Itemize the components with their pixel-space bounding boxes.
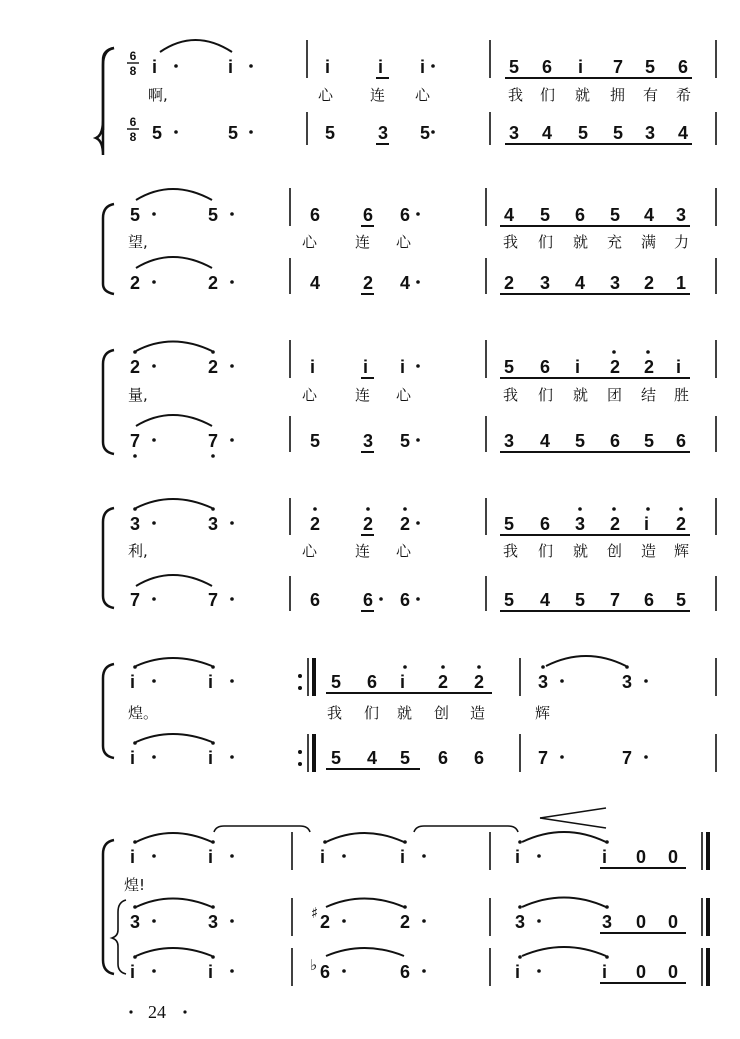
lyric: 量, xyxy=(128,386,148,404)
lyric: 创 xyxy=(434,704,450,722)
note: 2 xyxy=(474,672,485,692)
note: 0 xyxy=(636,847,647,867)
note: i xyxy=(130,962,136,982)
note: 6 xyxy=(310,205,321,225)
note: i xyxy=(208,672,214,692)
lyric: 们 xyxy=(538,542,554,560)
lyric: 我 xyxy=(508,86,524,104)
note: 5 xyxy=(228,123,239,143)
lyric: 充 xyxy=(607,233,623,251)
note: 6 xyxy=(310,590,321,610)
note: 5 xyxy=(504,357,515,377)
time-sig-den-upper: 8 xyxy=(129,64,137,78)
note: 3 xyxy=(504,431,515,451)
note: 7 xyxy=(208,590,219,610)
lyric: 煌。 xyxy=(128,704,159,722)
note: 4 xyxy=(644,205,655,225)
note: 5 xyxy=(130,205,141,225)
system-6-inner-brace xyxy=(112,900,126,974)
note: 3 xyxy=(363,431,374,451)
note: 6 xyxy=(542,57,553,77)
note: i xyxy=(400,847,406,867)
note: i xyxy=(420,57,426,77)
note: i xyxy=(602,962,608,982)
note: 6 xyxy=(367,672,378,692)
lyric: 就 xyxy=(573,542,589,560)
note: 5 xyxy=(331,672,342,692)
note: 4 xyxy=(310,273,321,293)
note: 6 xyxy=(400,962,411,982)
note: 0 xyxy=(636,962,647,982)
note: 0 xyxy=(636,912,647,932)
lyric: 我 xyxy=(503,542,519,560)
lyric: 有 xyxy=(643,86,659,104)
note: i xyxy=(208,847,214,867)
system-6 xyxy=(103,808,708,986)
note: i xyxy=(310,357,316,377)
note: 7 xyxy=(538,748,549,768)
note: 5 xyxy=(676,590,687,610)
note: 2 xyxy=(130,357,141,377)
note: i xyxy=(130,672,136,692)
note: 2 xyxy=(320,912,331,932)
system-6-brace xyxy=(103,840,114,974)
note: i xyxy=(208,748,214,768)
note: 6 xyxy=(678,57,689,77)
note: 4 xyxy=(575,273,586,293)
note: 4 xyxy=(540,590,551,610)
note: i xyxy=(515,962,521,982)
note: 7 xyxy=(622,748,633,768)
lyric: 望, xyxy=(128,233,148,251)
repeat-sign-lower xyxy=(298,734,314,772)
note: 6 xyxy=(676,431,687,451)
note: 5 xyxy=(644,431,655,451)
lyric: 心 xyxy=(318,86,334,104)
note: 6 xyxy=(644,590,655,610)
note: 6 xyxy=(363,205,374,225)
lyric: 我 xyxy=(503,386,519,404)
lyric: 心 xyxy=(396,542,412,560)
system-1-brace xyxy=(96,48,114,155)
note: 3 xyxy=(676,205,687,225)
note: 4 xyxy=(678,123,689,143)
note: 2 xyxy=(363,514,374,534)
note: 3 xyxy=(645,123,656,143)
note: i xyxy=(578,57,584,77)
note: 4 xyxy=(504,205,515,225)
note: 7 xyxy=(208,431,219,451)
note: i xyxy=(400,672,406,692)
lyric: 心 xyxy=(396,233,412,251)
note: i xyxy=(400,357,406,377)
lyric: 连 xyxy=(370,86,386,104)
system-1 xyxy=(96,40,716,155)
system-3-brace xyxy=(103,350,114,454)
lyric: 就 xyxy=(575,86,591,104)
note: 3 xyxy=(610,273,621,293)
lyric: 连 xyxy=(355,542,371,560)
time-sig-num-upper: 6 xyxy=(129,49,137,63)
note: 5 xyxy=(325,123,336,143)
note: 3 xyxy=(602,912,613,932)
sharp-sign: ♯ xyxy=(311,904,319,922)
lyric: 们 xyxy=(538,386,554,404)
note: 5 xyxy=(575,431,586,451)
note: 3 xyxy=(509,123,520,143)
note: 2 xyxy=(310,514,321,534)
note: 2 xyxy=(676,514,687,534)
note: i xyxy=(575,357,581,377)
lyric: 心 xyxy=(302,542,318,560)
note: 3 xyxy=(540,273,551,293)
system-2 xyxy=(103,188,716,294)
note: 5 xyxy=(310,431,321,451)
lyric: 希 xyxy=(676,86,692,104)
lyric: 我 xyxy=(503,233,519,251)
note: 3 xyxy=(515,912,526,932)
lyric: 辉 xyxy=(535,704,551,722)
note: i xyxy=(325,57,331,77)
note: i xyxy=(602,847,608,867)
note: 5 xyxy=(613,123,624,143)
time-sig-num-lower: 6 xyxy=(129,115,137,129)
lyric: 胜 xyxy=(674,386,690,404)
system-2-brace xyxy=(103,204,114,294)
lyric: 连 xyxy=(355,233,371,251)
lyric: 连 xyxy=(355,386,371,404)
note: 6 xyxy=(540,514,551,534)
note: 5 xyxy=(540,205,551,225)
system-3 xyxy=(103,340,716,458)
note: 3 xyxy=(208,514,219,534)
note: i xyxy=(515,847,521,867)
lyric: 心 xyxy=(302,233,318,251)
note: 6 xyxy=(363,590,374,610)
system-5 xyxy=(103,656,716,772)
note: 3 xyxy=(130,912,141,932)
lyric: 满 xyxy=(641,233,657,251)
note: 3 xyxy=(130,514,141,534)
note: 6 xyxy=(474,748,485,768)
lyric: 团 xyxy=(607,386,623,404)
note: 3 xyxy=(208,912,219,932)
note: 7 xyxy=(613,57,624,77)
note: 4 xyxy=(540,431,551,451)
note: 6 xyxy=(400,590,411,610)
note: i xyxy=(378,57,384,77)
note: 3 xyxy=(538,672,549,692)
note: 5 xyxy=(400,431,411,451)
lyric: 力 xyxy=(674,233,690,251)
note: 5 xyxy=(610,205,621,225)
note: 3 xyxy=(575,514,586,534)
note: 1 xyxy=(676,273,687,293)
lyric: 辉 xyxy=(674,542,690,560)
note: i xyxy=(228,57,234,77)
note: 6 xyxy=(438,748,449,768)
note: 5 xyxy=(420,123,431,143)
note: 2 xyxy=(130,273,141,293)
note: 2 xyxy=(644,357,655,377)
note: 5 xyxy=(504,514,515,534)
note: 2 xyxy=(610,357,621,377)
note: i xyxy=(320,847,326,867)
note: 2 xyxy=(504,273,515,293)
note: 2 xyxy=(208,357,219,377)
lyric: 造 xyxy=(470,704,486,722)
note: i xyxy=(676,357,682,377)
note: 2 xyxy=(363,273,374,293)
note: 2 xyxy=(400,912,411,932)
note: i xyxy=(130,847,136,867)
note: 5 xyxy=(645,57,656,77)
system-4-brace xyxy=(103,508,114,608)
repeat-sign-upper xyxy=(298,658,314,696)
note: 4 xyxy=(367,748,378,768)
flat-sign: ♭ xyxy=(310,956,318,974)
lyric: 心 xyxy=(396,386,412,404)
note: 5 xyxy=(400,748,411,768)
system-5-brace xyxy=(103,664,114,758)
note: 4 xyxy=(400,273,411,293)
note: 7 xyxy=(130,431,141,451)
note: 5 xyxy=(504,590,515,610)
note: 2 xyxy=(438,672,449,692)
lyric: 们 xyxy=(538,233,554,251)
note: 5 xyxy=(331,748,342,768)
note: 6 xyxy=(540,357,551,377)
note: i xyxy=(208,962,214,982)
note: 4 xyxy=(542,123,553,143)
page-number xyxy=(129,1002,186,1022)
page-number-text: 24 xyxy=(148,1002,166,1022)
lyric: 就 xyxy=(573,386,589,404)
system-4 xyxy=(103,498,716,611)
note: 2 xyxy=(400,514,411,534)
lyric: 就 xyxy=(397,704,413,722)
note: i xyxy=(644,514,650,534)
note: 7 xyxy=(610,590,621,610)
lyric: 我 xyxy=(327,704,343,722)
lyric: 造 xyxy=(641,542,657,560)
lyric: 拥 xyxy=(610,86,626,104)
note: 0 xyxy=(668,962,679,982)
note: i xyxy=(152,57,158,77)
note: 5 xyxy=(575,590,586,610)
lyric: 结 xyxy=(641,386,657,404)
lyric: 就 xyxy=(573,233,589,251)
note: 6 xyxy=(320,962,331,982)
note: 7 xyxy=(130,590,141,610)
note: 0 xyxy=(668,847,679,867)
lyric: 利, xyxy=(128,542,148,560)
note: i xyxy=(363,357,369,377)
lyric: 心 xyxy=(302,386,318,404)
note: 5 xyxy=(152,123,163,143)
note: 6 xyxy=(400,205,411,225)
note: 2 xyxy=(644,273,655,293)
lyric: 煌! xyxy=(124,876,146,894)
note: 2 xyxy=(208,273,219,293)
note: 6 xyxy=(575,205,586,225)
note: 0 xyxy=(668,912,679,932)
note: 5 xyxy=(509,57,520,77)
note: 3 xyxy=(622,672,633,692)
time-sig-den-lower: 8 xyxy=(129,130,137,144)
note: 6 xyxy=(610,431,621,451)
note: 2 xyxy=(610,514,621,534)
lyric: 们 xyxy=(540,86,556,104)
lyric: 创 xyxy=(607,542,623,560)
note: 3 xyxy=(378,123,389,143)
crescendo-hairpin xyxy=(540,808,606,828)
lyric: 们 xyxy=(364,704,380,722)
lyric: 啊, xyxy=(148,86,168,104)
lyric: 心 xyxy=(415,86,431,104)
note: 5 xyxy=(208,205,219,225)
note: 5 xyxy=(578,123,589,143)
note: i xyxy=(130,748,136,768)
